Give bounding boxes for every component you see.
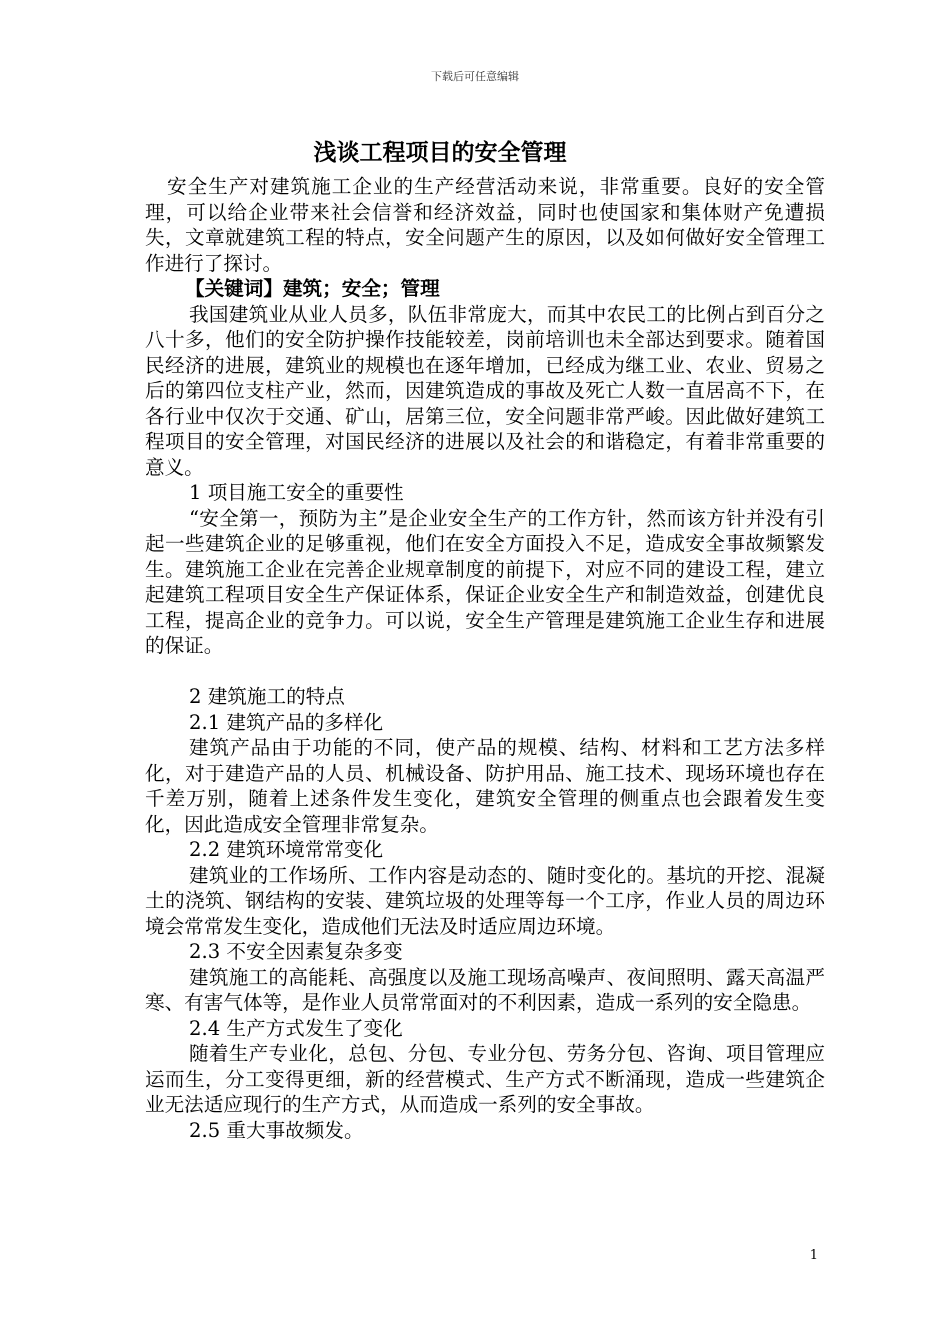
section-2-2-paragraph: 建筑业的工作场所、工作内容是动态的、随时变化的。基坑的开挖、混凝土的浇筑、钢结构的安装、建筑垃圾的处理等每一个工序，作业人员的周边环境会常常发生变化，造成他们无法及时适应周边环境。: [145, 863, 825, 938]
intro-paragraph: 我国建筑业从业人员多，队伍非常庞大，而其中农民工的比例占到百分之八十多，他们的安全防护操作技能较差，岗前培训也未全部达到要求。随着国民经济的进展，建筑业的规模也在逐年增加，已经成为继工业、农业、贸易之后的第四位支柱产业，然而，因建筑造成的事故及死亡人数一直居高不下，在各行业中仅次于交通、矿山，居第三位，安全问题非常严峻。因此做好建筑工程项目的安全管理，对国民经济的进展以及社会的和谐稳定，有着非常重要的意义。: [145, 302, 825, 479]
page-header: 下载后可任意编辑: [431, 70, 519, 83]
section-2-4-paragraph: 随着生产专业化，总包、分包、专业分包、劳务分包、咨询、项目管理应运而生，分工变得更细，新的经营模式、生产方式不断涌现，造成一些建筑企业无法适应现行的生产方式，从而造成一系列的安全事故。: [145, 1042, 825, 1116]
section-2-2-heading: 2.2 建筑环境常常变化: [189, 838, 384, 861]
page-number: 1: [809, 1248, 818, 1263]
section-2-3-paragraph: 建筑施工的高能耗、高强度以及施工现场高噪声、夜间照明、露天高温严寒、有害气体等，是作业人员常常面对的不利因素，造成一系列的安全隐患。: [145, 965, 825, 1014]
section-2-1-paragraph: 建筑产品由于功能的不同，使产品的规模、结构、材料和工艺方法多样化，对于建造产品的人员、机械设备、防护用品、施工技术、现场环境也存在千差万别，随着上述条件发生变化，建筑安全管理的侧重点也会跟着发生变化，因此造成安全管理非常复杂。: [145, 736, 825, 836]
section-2-1-heading: 2.1 建筑产品的多样化: [189, 710, 384, 734]
abstract-paragraph: 安全生产对建筑施工企业的生产经营活动来说，非常重要。良好的安全管理，可以给企业带来社会信誉和经济效益，同时也使国家和集体财产免遭损失，文章就建筑工程的特点，安全问题产生的原因，以及如何做好安全管理工作进行了探讨。: [145, 175, 825, 275]
document-title: 浅谈工程项目的安全管理: [313, 139, 567, 166]
section-1-heading: 1 项目施工安全的重要性: [189, 481, 404, 504]
section-1-paragraph: “安全第一，预防为主”是企业安全生产的工作方针，然而该方针并没有引起一些建筑企业的足够重视，他们在安全方面投入不足，造成安全事故频繁发生。建筑施工企业在完善企业规章制度的前提下，对应不同的建设工程，建立起建筑工程项目安全生产保证体系，保证企业安全生产和制造效益，创建优良工程，提高企业的竞争力。可以说，安全生产管理是建筑施工企业生存和进展的保证。: [145, 506, 825, 657]
section-2-heading: 2 建筑施工的特点: [189, 685, 345, 708]
section-2-4-heading: 2.4 生产方式发生了变化: [189, 1016, 403, 1040]
keywords-line: 【关键词】建筑；安全；管理: [185, 277, 440, 300]
section-2-3-heading: 2.3 不安全因素复杂多变: [189, 940, 403, 963]
section-2-5-heading: 2.5 重大事故频发。: [189, 1118, 364, 1142]
blank-line: [145, 659, 825, 685]
document-body: [145, 174, 825, 1143]
